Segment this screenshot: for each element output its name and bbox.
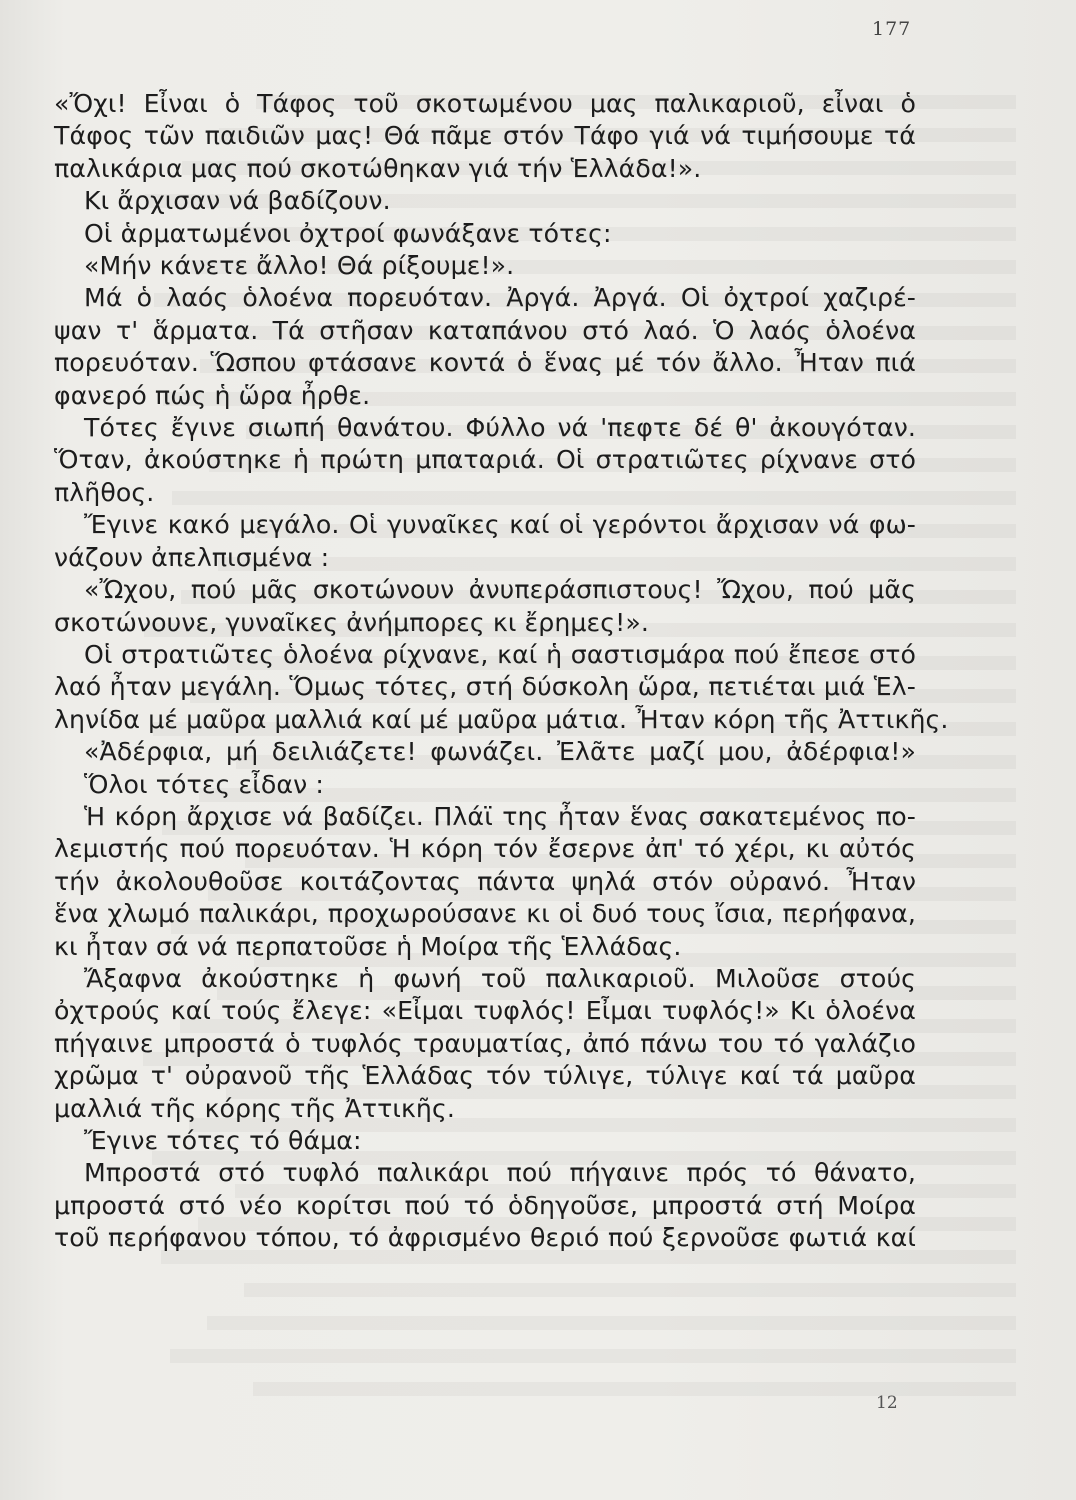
text-line: λεμιστής πού πορευόταν. Ἡ κόρη τόν ἔσερνε ἀπ' τό χέρι, κι αὐτός [54, 834, 916, 864]
text-line: «Ὤχου, πού μᾶς σκοτώνουν ἀνυπεράσπιστους! Ὤχου, πού μᾶς [84, 575, 916, 605]
page-number: 177 [872, 18, 912, 40]
text-line: φανερό πώς ἡ ὥρα ἦρθε. [54, 380, 371, 410]
text-line: πήγαινε μπροστά ὁ τυφλός τραυματίας, ἀπό πάνω του τό γαλάζιο [54, 1028, 916, 1058]
text-line: «Ἀδέρφια, μή δειλιάζετε! φωνάζει. Ἐλᾶτε μαζί μου, ἀδέρφια!» [84, 737, 916, 767]
text-line: παλικάρια μας πού σκοτώθηκαν γιά τήν Ἑλλάδα!». [54, 153, 702, 183]
text-line: ὀχτρούς καί τούς ἔλεγε: «Εἶμαι τυφλός! Εἶμαι τυφλός!» Κι ὁλοένα [54, 996, 916, 1026]
text-line: Ἔγινε κακό μεγάλο. Οἱ γυναῖκες καί οἱ γερόντοι ἄρχισαν νά φω- [84, 510, 916, 540]
text-line: Ἄξαφνα ἀκούστηκε ἡ φωνή τοῦ παλικαριοῦ. Μιλοῦσε στούς [84, 963, 916, 993]
text-line: ἕνα χλωμό παλικάρι, προχωρούσανε κι οἱ δυό τους ἴσια, περήφανα, [54, 899, 916, 929]
text-line: Ἡ κόρη ἄρχισε νά βαδίζει. Πλάϊ της ἦταν ἕνας σακατεμένος πο- [84, 801, 916, 831]
text-line: ληνίδα μέ μαῦρα μαλλιά καί μέ μαῦρα μάτια. Ἦταν κόρη τῆς Ἀττικῆς. [54, 704, 949, 734]
text-line: Οἱ ἁρματωμένοι ὀχτροί φωνάξανε τότες: [84, 218, 612, 248]
text-line: Τάφος τῶν παιδιῶν μας! Θά πᾶμε στόν Τάφο γιά νά τιμήσουμε τά [54, 121, 916, 151]
text-line: Ὅταν, ἀκούστηκε ἡ πρώτη μπαταριά. Οἱ στρατιῶτες ρίχνανε στό [54, 445, 916, 475]
body-text [54, 88, 949, 1255]
text-line: πορευόταν. Ὥσπου φτάσανε κοντά ὁ ἕνας μέ τόν ἄλλο. Ἦταν πιά [54, 348, 916, 378]
text-line: σκοτώνουνε, γυναῖκες ἀνήμπορες κι ἔρημες!». [54, 607, 649, 637]
text-line: Οἱ στρατιῶτες ὁλοένα ρίχνανε, καί ἡ σαστισμάρα πού ἔπεσε στό [84, 639, 916, 669]
text-line: τοῦ περήφανου τόπου, τό ἀφρισμένο θεριό πού ξερνοῦσε φωτιά καί [54, 1223, 916, 1253]
show-through-line [207, 1316, 1016, 1330]
text-line: «Μήν κάνετε ἄλλο! Θά ρίξουμε!». [84, 251, 515, 281]
text-line: κι ἦταν σά νά περπατοῦσε ἡ Μοίρα τῆς Ἑλλάδας. [54, 931, 682, 961]
signature-number: 12 [876, 1393, 898, 1413]
text-line: μαλλιά τῆς κόρης τῆς Ἀττικῆς. [54, 1093, 455, 1123]
text-line: Ἔγινε τότες τό θάμα: [84, 1126, 362, 1155]
text-line: λαό ἦταν μεγάλη. Ὅμως τότες, στή δύσκολη ὥρα, πετιέται μιά Ἑλ- [54, 672, 916, 702]
text-line: τήν ἀκολουθοῦσε κοιτάζοντας πάντα ψηλά στόν οὐρανό. Ἦταν [54, 866, 916, 896]
text-line: Μά ὁ λαός ὁλοένα πορευόταν. Ἀργά. Ἀργά. Οἱ ὀχτροί χαζιρέ- [84, 283, 916, 313]
text-line: νάζουν ἀπελπισμένα : [54, 542, 330, 572]
text-line: χρῶμα τ' οὐρανοῦ τῆς Ἑλλάδας τόν τύλιγε, τύλιγε καί τά μαῦρα [54, 1061, 916, 1091]
show-through-line [253, 1382, 1016, 1396]
show-through-line [170, 1349, 1016, 1363]
text-line: Τότες ἔγινε σιωπή θανάτου. Φύλλο νά 'πεφτε δέ θ' ἀκουγόταν. [84, 413, 916, 443]
text-line: Ὅλοι τότες εἶδαν : [84, 769, 324, 799]
text-line: ψαν τ' ἅρματα. Τά στῆσαν καταπάνου στό λαό. Ὁ λαός ὁλοένα [54, 315, 916, 345]
show-through-line [244, 1283, 1016, 1297]
text-line: Κι ἄρχισαν νά βαδίζουν. [84, 186, 391, 216]
text-line: μπροστά στό νέο κορίτσι πού τό ὁδηγοῦσε, μπροστά στή Μοίρα [54, 1190, 916, 1220]
text-line: «Ὄχι! Εἶναι ὁ Τάφος τοῦ σκοτωμένου μας παλικαριοῦ, εἶναι ὁ [54, 89, 916, 118]
text-line: πλῆθος. [54, 477, 155, 507]
text-line: Μπροστά στό τυφλό παλικάρι πού πήγαινε πρός τό θάνατο, [84, 1158, 916, 1188]
